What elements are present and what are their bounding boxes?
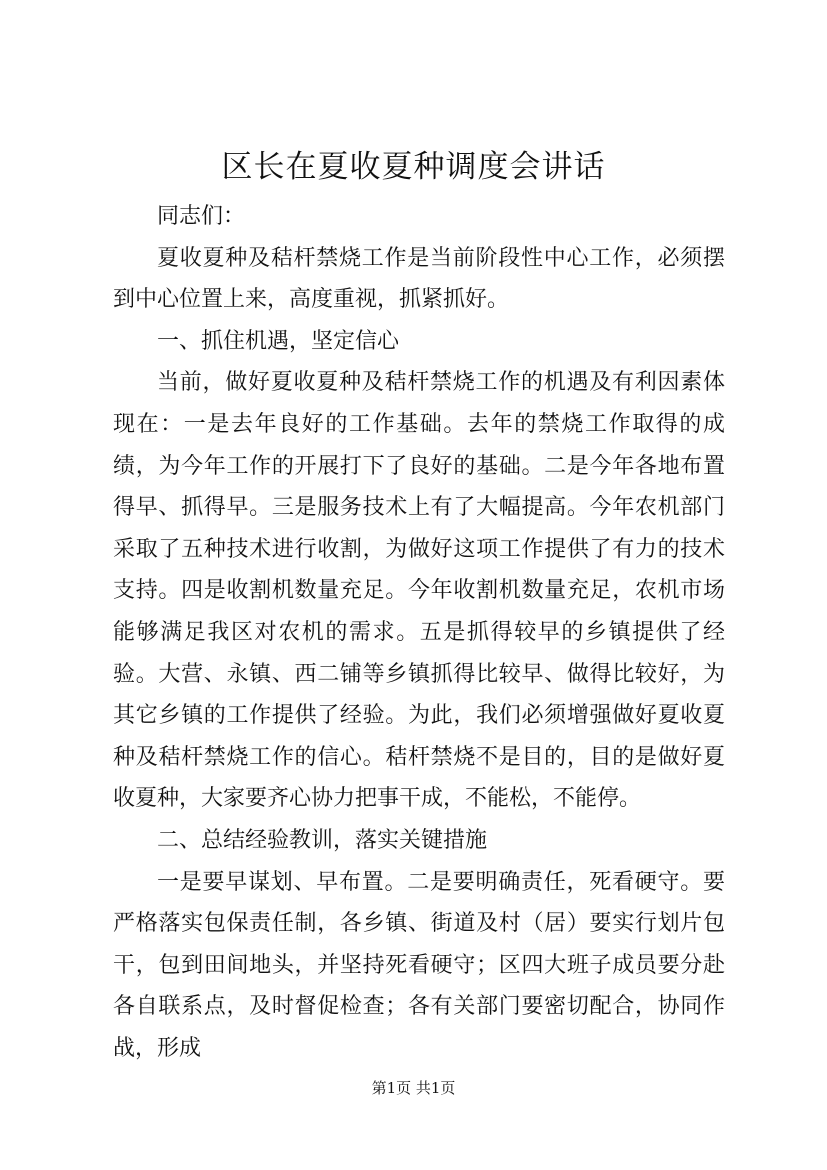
body-paragraph: 一是要早谋划、早布置。二是要明确责任，死看硬守。要严格落实包保责任制，各乡镇、街道及村（居）要实行划片包干，包到田间地头，并坚持死看硬守；区四大班子成员要分赴各自联系点，及时督促检查；各有关部门要密切配合，协同作战，形成 — [113, 869, 725, 1061]
intro-paragraph: 夏收夏种及秸杆禁烧工作是当前阶段性中心工作，必须摆到中心位置上来，高度重视，抓紧抓好。 — [113, 245, 725, 313]
page-number-footer: 第1页 共1页 — [371, 1079, 456, 1097]
document-title: 区长在夏收夏种调度会讲话 — [221, 149, 606, 185]
salutation-paragraph: 同志们： — [157, 204, 246, 229]
section-heading-1: 一、抓住机遇，坚定信心 — [157, 328, 400, 354]
document-body — [113, 196, 725, 1069]
body-paragraph: 当前，做好夏收夏种及秸杆禁烧工作的机遇及有利因素体现在：一是去年良好的工作基础。去年的禁烧工作取得的成绩，为今年工作的开展打下了良好的基础。二是今年各地布置得早、抓得早。三是服务技术上有了大幅提高。今年农机部门采取了五种技术进行收割，为做好这项工作提供了有力的技术支持。四是收割机数量充足。今年收割机数量充足，农机市场能够满足我区对农机的需求。五是抓得较早的乡镇提供了经验。大营、永镇、西二铺等乡镇抓得比较早、做得比较好，为其它乡镇的工作提供了经验。为此，我们必须增强做好夏收夏种及秸杆禁烧工作的信心。秸杆禁烧不是目的，目的是做好夏收夏种，大家要齐心协力把事干成，不能松，不能停。 — [113, 370, 725, 812]
section-heading-2: 二、总结经验教训，落实关键措施 — [157, 827, 488, 853]
